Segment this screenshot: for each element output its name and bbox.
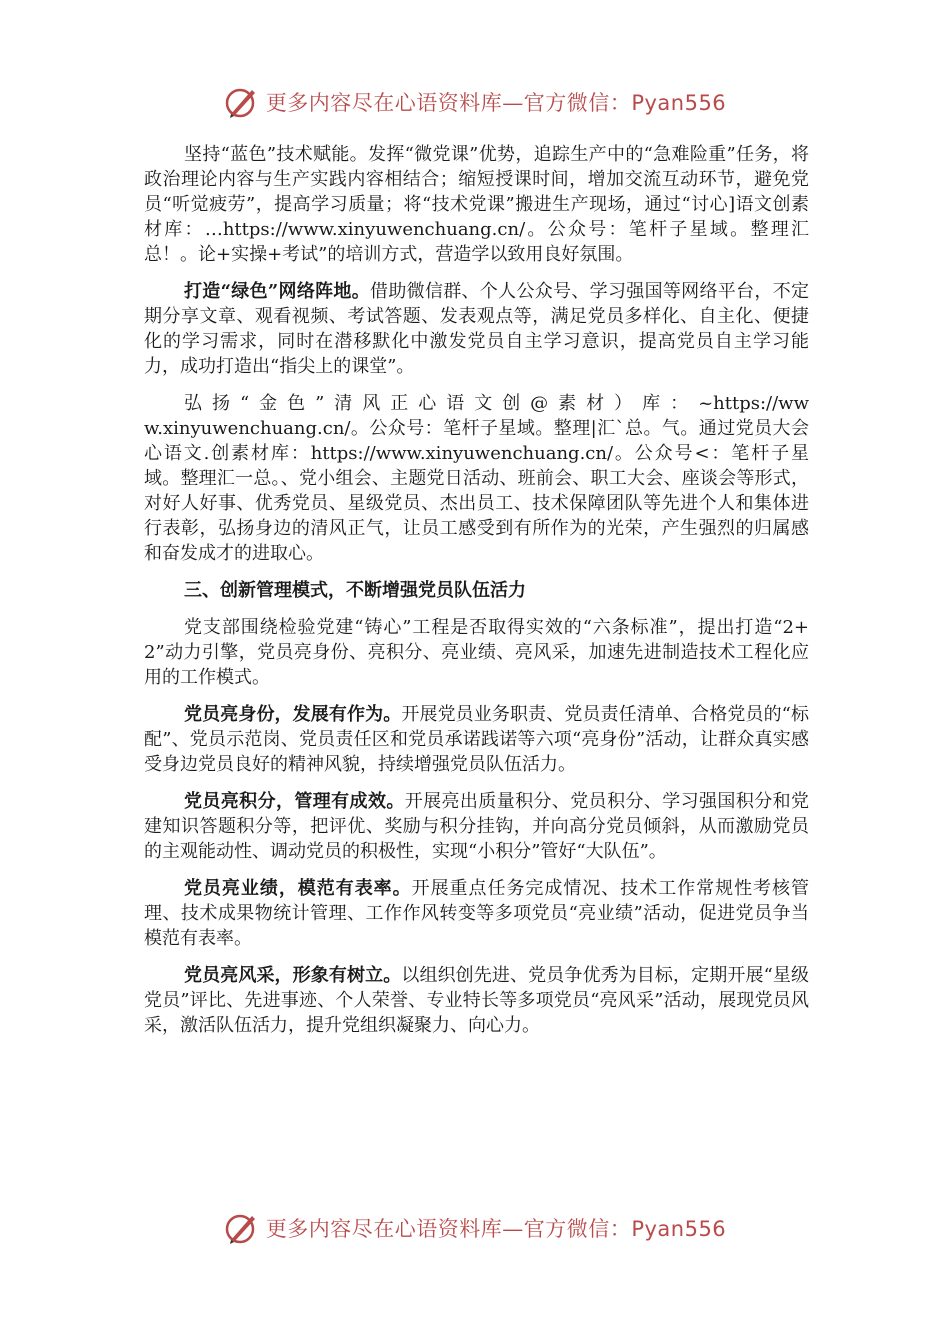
paragraph-gold: 弘扬“金色”清风正心语文创@素材）库：~https://www.xinyuwenchuang.cn/。公众号：笔杆子星域。整理|汇`总。气。通过党员大会心语文.创素材库：https://www.xinyuwenchuang.cn/。公众号<：笔杆子星域。整理汇一总。、党小组会、主题党日活动、班前会、职工大会、座谈会等形式，对好人好事、优秀党员、星级党员、杰出员工、技术保障团队等先进个人和集体进行表彰，弘扬身边的清风正气，让员工感受到有所作为的光荣，产生强烈的归属感和奋发成才的进取心。 — [144, 393, 809, 564]
paragraph-blue: 坚持“蓝色”技术赋能。发挥“微党课”优势，追踪生产中的“急难险重”任务，将政治理论内容与生产实践内容相结合；缩短授课时间，增加交流互动环节，避免党员“听觉疲劳”，提高学习质量；将“技术党课”搬进生产现场，通过“讨心]语文创素材库：…https://www.xinyuwenchuang.cn/。公众号：笔杆子星域。整理汇总！。论+实操+考试”的培训方式，营造学以致用良好氛围。 — [144, 144, 809, 265]
paragraph-green: 打造“绿色”网络阵地。借助微信群、个人公众号、学习强国等网络平台，不定期分享文章、观看视频、考试答题、发表观点等，满足党员多样化、自主化、便捷化的学习需求，同时在潜移默化中激发党员自主学习意识，提高党员自主学习能力，成功打造出“指尖上的课堂”。 — [144, 281, 809, 377]
banner-text: 更多内容尽在心语资料库—官方微信：Pyan556 — [265, 91, 727, 115]
header-banner — [0, 82, 950, 122]
paragraph-lead: 党员亮积分，管理有成效。 — [184, 791, 405, 812]
footer-banner — [0, 1208, 950, 1248]
pen-quill-logo-icon — [224, 1210, 260, 1246]
paragraph-lead: 党员亮风采，形象有树立。 — [184, 965, 402, 986]
banner-wechat-id: Pyan556 — [631, 1217, 727, 1241]
paragraph-identity: 党员亮身份，发展有作为。开展党员业务职责、党员责任清单、合格党员的“标配”、党员示范岗、党员责任区和党员承诺践诺等六项“亮身份”活动，让群众真实感受身边党员良好的精神风貌，持续增强党员队伍活力。 — [144, 704, 810, 775]
document-body — [144, 142, 809, 1050]
paragraph-lead: 打造“绿色”网络阵地。 — [184, 281, 371, 302]
pen-quill-logo-icon — [224, 84, 260, 120]
paragraph-lead: 党员亮业绩，模范有表率。 — [184, 878, 412, 899]
paragraph-lead: 党员亮身份，发展有作为。 — [184, 704, 402, 725]
paragraph-points: 党员亮积分，管理有成效。开展亮出质量积分、党员积分、学习强国积分和党建知识答题积分等，把评优、奖励与积分挂钩，并向高分党员倾斜，从而激励党员的主观能动性、调动党员的积极性，实现“小积分”管好“大队伍”。 — [144, 791, 810, 862]
banner-wechat-id: Pyan556 — [631, 91, 727, 115]
banner-text: 更多内容尽在心语资料库—官方微信：Pyan556 — [265, 1217, 727, 1241]
section-heading: 三、创新管理模式，不断增强党员队伍活力 — [184, 580, 526, 601]
paragraph-style: 党员亮风采，形象有树立。以组织创先进、党员争优秀为目标，定期开展“星级党员”评比、先进事迹、个人荣誉、专业特长等多项党员“亮风采”活动，展现党员风采，激活队伍活力，提升党组织凝聚力、向心力。 — [144, 965, 810, 1036]
paragraph-intro: 党支部围绕检验党建“铸心”工程是否取得实效的“六条标准”，提出打造“2+2”动力引擎，党员亮身份、亮积分、亮业绩、亮风采，加速先进制造技术工程化应用的工作模式。 — [144, 617, 809, 688]
paragraph-performance: 党员亮业绩，模范有表率。开展重点任务完成情况、技术工作常规性考核管理、技术成果物统计管理、工作作风转变等多项党员“亮业绩”活动，促进党员争当模范有表率。 — [144, 878, 809, 949]
